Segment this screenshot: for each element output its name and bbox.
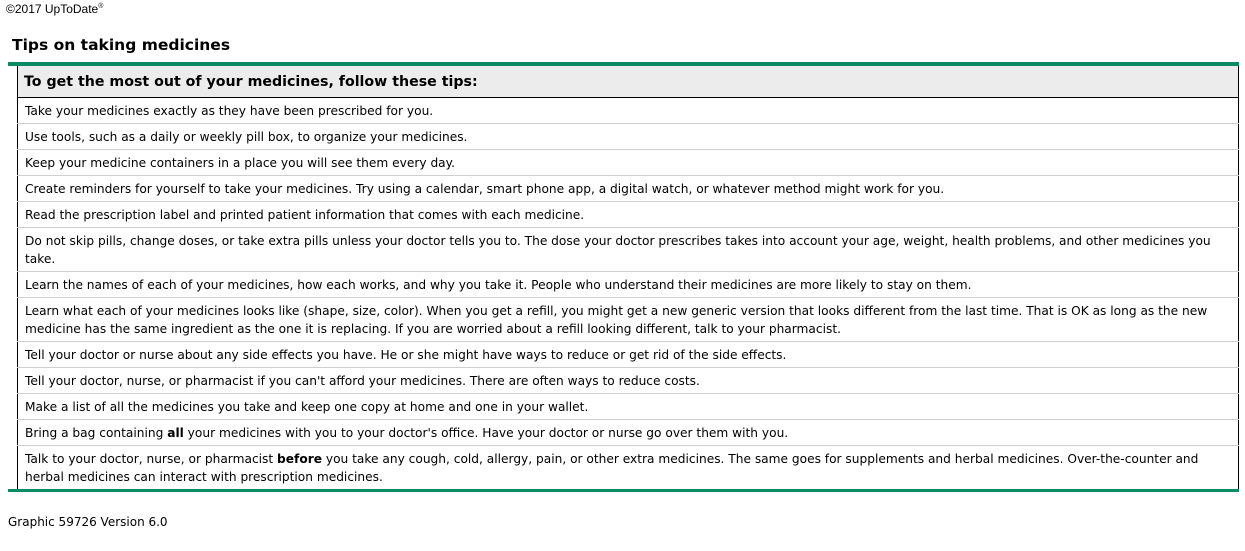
table-gutter [8,228,18,272]
tip-text-continued: your medicines with you to your doctor's office. Have your doctor or nurse go over them with you. [183,426,789,440]
copyright-notice [6,2,103,16]
tip-cell [18,342,1239,368]
tip-cell [18,202,1239,228]
table-gutter [8,420,18,446]
tip-text: Take your medicines exactly as they have been prescribed for you. [25,104,434,118]
tip-cell [18,150,1239,176]
tip-cell [18,420,1239,446]
table-row [8,394,1239,420]
tip-text: Tell your doctor, nurse, or pharmacist if you can't afford your medicines. There are often ways to reduce costs. [25,374,700,388]
tip-cell [18,176,1239,202]
table-header: To get the most out of your medicines, follow these tips: [18,64,1239,98]
table-gutter [8,272,18,298]
graphic-version-label: Graphic 59726 Version 6.0 [8,515,168,529]
tip-cell [18,272,1239,298]
table-row [8,272,1239,298]
copyright-text: ©2017 UpToDate [6,2,99,16]
table-row [8,446,1239,491]
tips-table [8,62,1239,492]
table-row [8,98,1239,124]
tip-text: Make a list of all the medicines you take and keep one copy at home and one in your wallet. [25,400,589,414]
table-row [8,420,1239,446]
table-gutter [8,368,18,394]
table-row [8,150,1239,176]
table-gutter [8,150,18,176]
table-row [8,298,1239,342]
table-row [8,368,1239,394]
tip-cell [18,298,1239,342]
tip-text: Talk to your doctor, nurse, or pharmacist [25,452,278,466]
table-gutter [8,298,18,342]
tip-cell [18,446,1239,491]
tip-text: Tell your doctor or nurse about any side effects you have. He or she might have ways to reduce or get rid of the side effects. [25,348,787,362]
tip-cell [18,394,1239,420]
table-gutter [8,202,18,228]
tip-text: Do not skip pills, change doses, or take extra pills unless your doctor tells you to. The dose your doctor prescribes takes into account your age, weight, health problems, and other medicines you take. [25,234,1211,266]
tip-text: Learn what each of your medicines looks like (shape, size, color). When you get a refill, you might get a new generic version that looks different from the last time. That is OK as long as the new medicine has the same ingredient as the one it is replacing. If you are worried about a refill looking different, talk to your pharmacist. [25,304,1208,336]
table-gutter [8,124,18,150]
tip-cell [18,124,1239,150]
tip-text: Read the prescription label and printed patient information that comes with each medicine. [25,208,585,222]
table-gutter [8,64,18,98]
tip-text-continued: you take any cough, cold, allergy, pain, or other extra medicines. The same goes for supplements and herbal medicines. Over-the-counter and herbal medicines can interact with prescription medicines. [25,452,1199,484]
table-gutter [8,98,18,124]
tip-emphasis: all [167,426,184,440]
tip-text: Keep your medicine containers in a place you will see them every day. [25,156,455,170]
page-title: Tips on taking medicines [12,36,231,54]
tips-list [8,98,1239,491]
tip-cell [18,98,1239,124]
table-row [8,228,1239,272]
table-row [8,342,1239,368]
table-header-row [8,64,1239,98]
table-gutter [8,342,18,368]
table-row [8,124,1239,150]
tip-cell [18,228,1239,272]
tip-text: Use tools, such as a daily or weekly pill box, to organize your medicines. [25,130,468,144]
table-gutter [8,394,18,420]
table-gutter [8,446,18,491]
tip-text: Create reminders for yourself to take your medicines. Try using a calendar, smart phone app, a digital watch, or whatever method might work for you. [25,182,945,196]
tip-cell [18,368,1239,394]
tip-emphasis: before [277,452,322,466]
table-gutter [8,176,18,202]
table-row [8,176,1239,202]
tip-text: Bring a bag containing [25,426,168,440]
table-row [8,202,1239,228]
registered-mark: ® [98,3,104,10]
tip-text: Learn the names of each of your medicines, how each works, and why you take it. People who understand their medicines are more likely to stay on them. [25,278,972,292]
